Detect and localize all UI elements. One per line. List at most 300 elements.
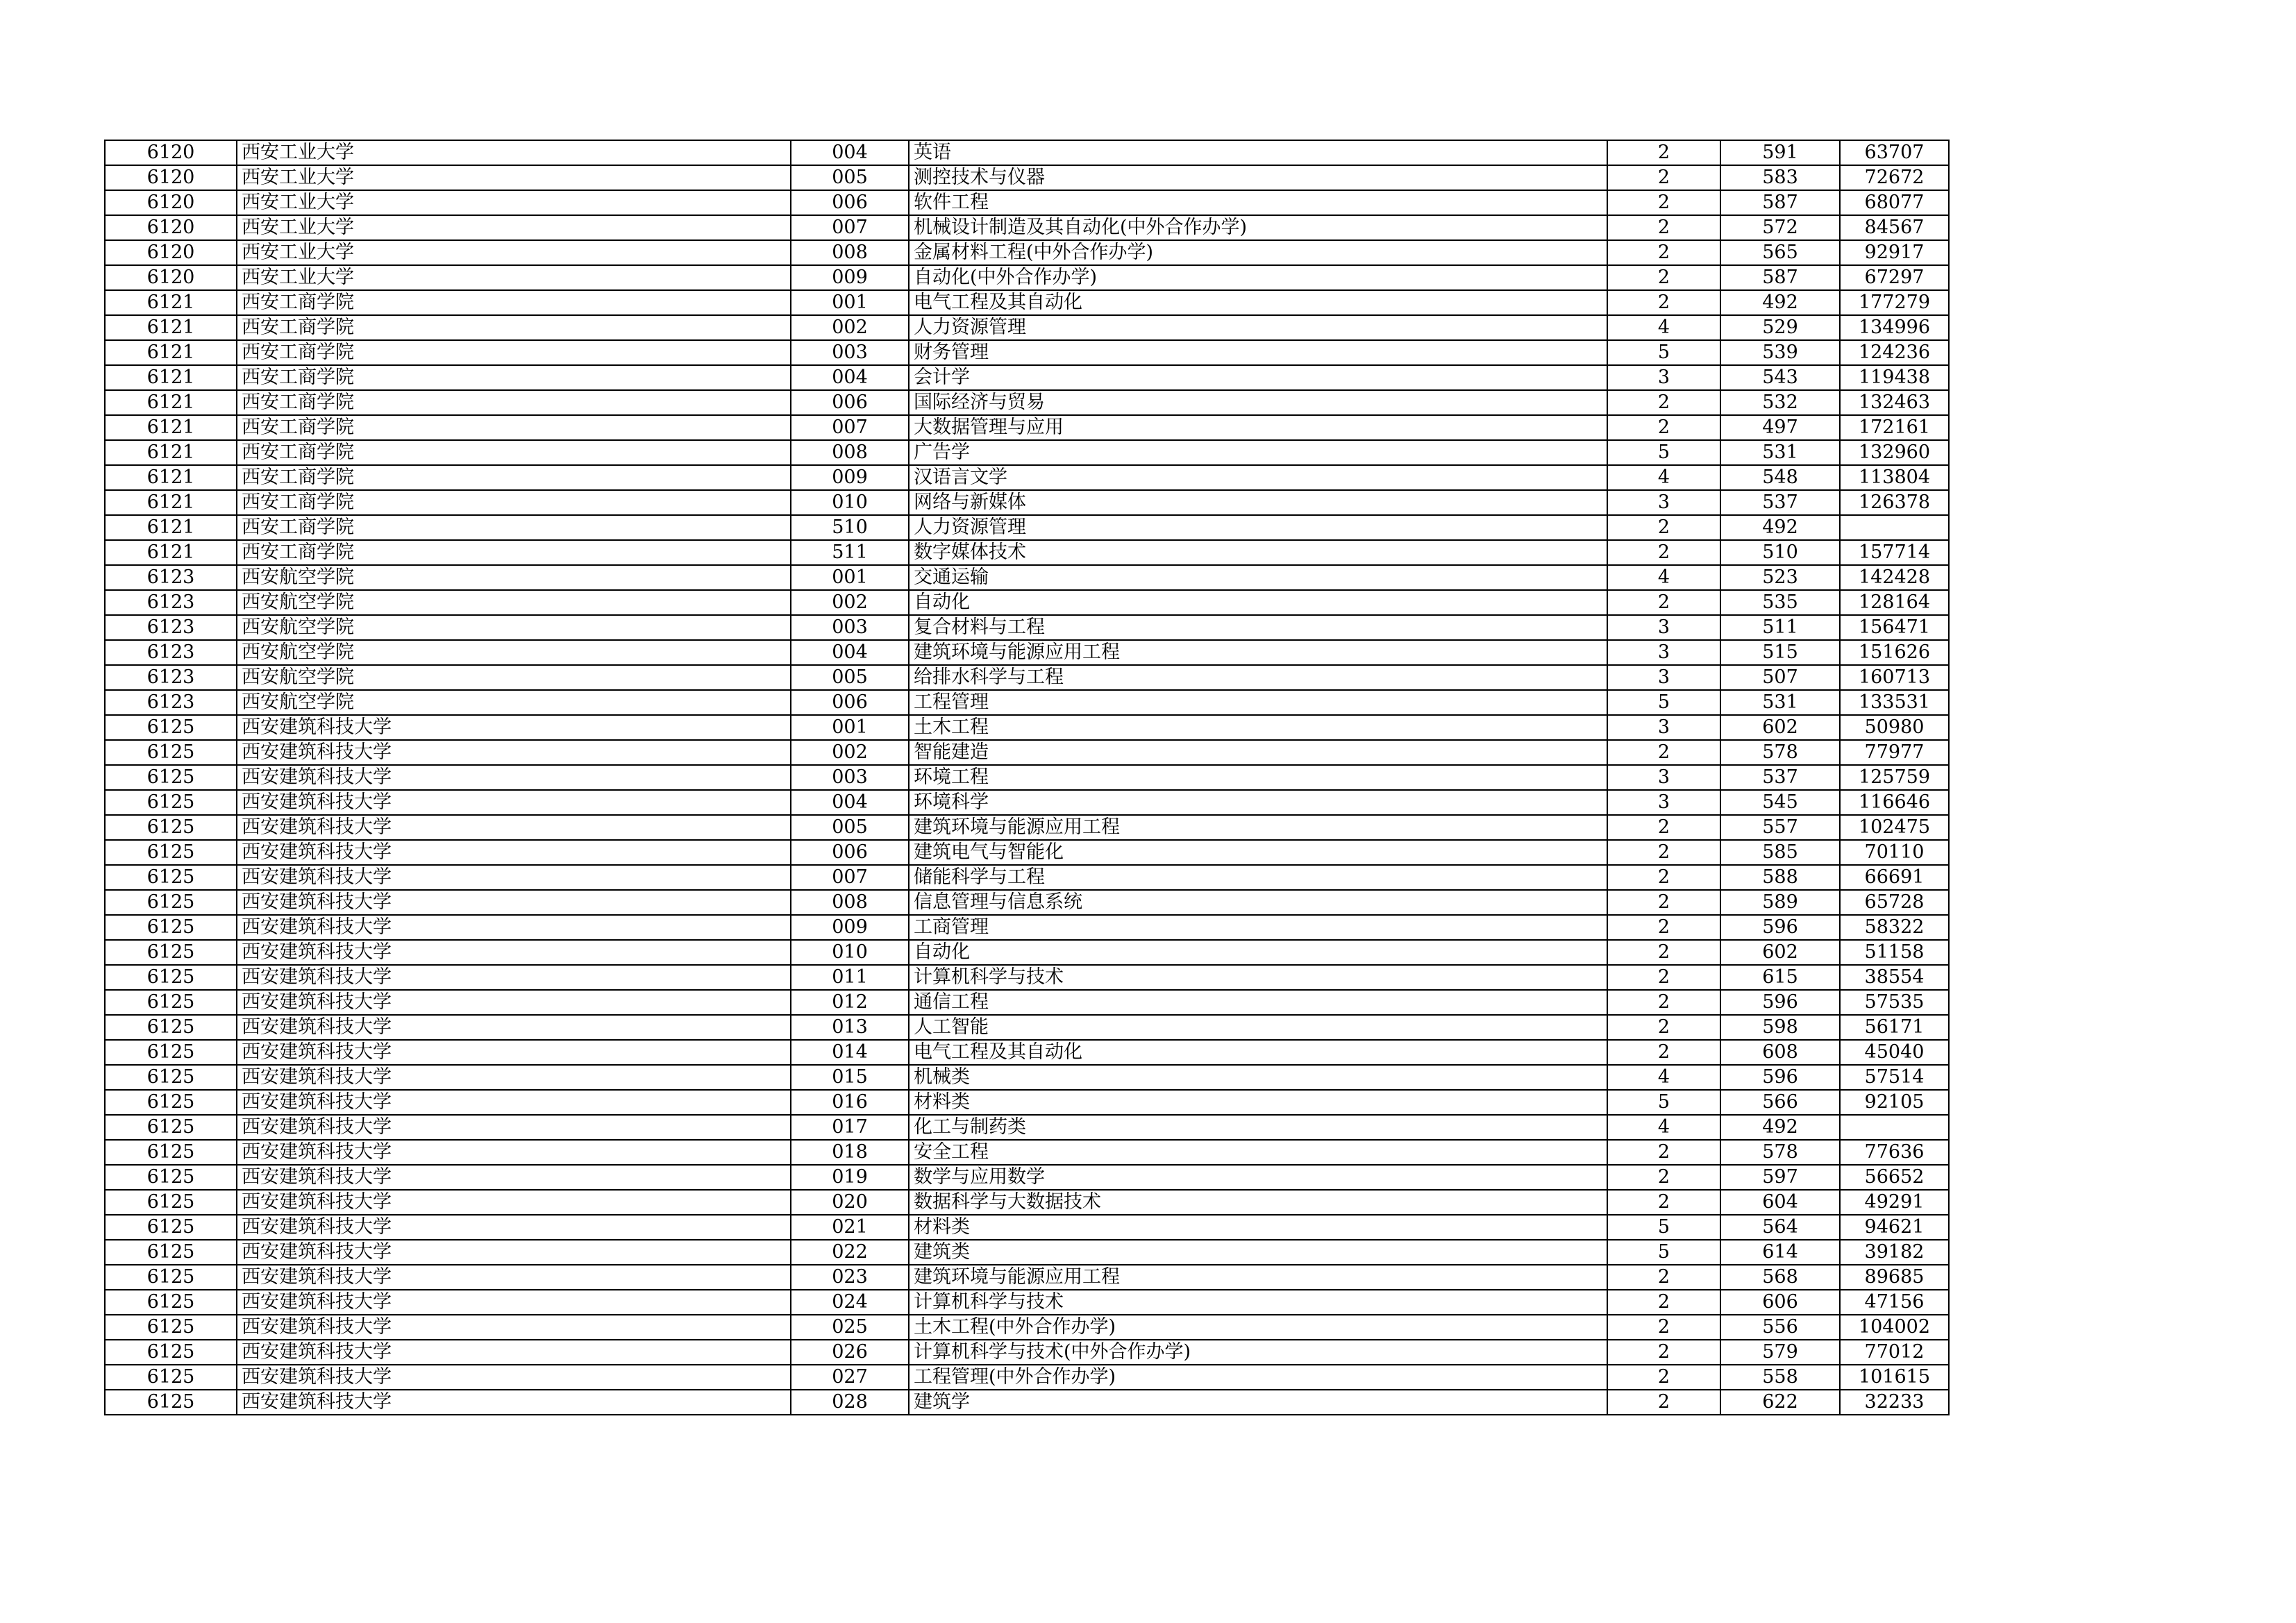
plan-count-cell: 5 [1607, 340, 1720, 365]
plan-count-cell: 5 [1607, 1240, 1720, 1265]
plan-count-cell: 3 [1607, 365, 1720, 390]
min-score-cell: 507 [1720, 665, 1840, 690]
school-name-cell: 西安建筑科技大学 [237, 815, 791, 840]
min-score-cell: 578 [1720, 1140, 1840, 1165]
major-code-cell: 002 [791, 315, 909, 340]
school-name-cell: 西安建筑科技大学 [237, 1290, 791, 1315]
major-name-cell: 国际经济与贸易 [909, 390, 1607, 415]
school-name-cell: 西安工业大学 [237, 215, 791, 240]
min-rank-cell: 113804 [1840, 465, 1949, 490]
major-code-cell: 020 [791, 1190, 909, 1215]
min-rank-cell: 50980 [1840, 715, 1949, 740]
major-code-cell: 007 [791, 865, 909, 890]
min-score-cell: 537 [1720, 765, 1840, 790]
min-score-cell: 587 [1720, 190, 1840, 215]
school-name-cell: 西安航空学院 [237, 565, 791, 590]
school-name-cell: 西安工商学院 [237, 390, 791, 415]
min-score-cell: 608 [1720, 1040, 1840, 1065]
major-code-cell: 005 [791, 165, 909, 190]
school-code-cell: 6125 [105, 1290, 237, 1315]
school-name-cell: 西安建筑科技大学 [237, 1115, 791, 1140]
major-code-cell: 003 [791, 615, 909, 640]
min-score-cell: 614 [1720, 1240, 1840, 1265]
major-name-cell: 测控技术与仪器 [909, 165, 1607, 190]
major-name-cell: 自动化 [909, 590, 1607, 615]
table-row [105, 390, 1949, 415]
min-score-cell: 556 [1720, 1315, 1840, 1340]
min-rank-cell: 160713 [1840, 665, 1949, 690]
major-code-cell: 008 [791, 440, 909, 465]
school-code-cell: 6121 [105, 365, 237, 390]
school-name-cell: 西安工商学院 [237, 415, 791, 440]
table-row [105, 340, 1949, 365]
min-rank-cell: 57514 [1840, 1065, 1949, 1090]
school-name-cell: 西安工业大学 [237, 240, 791, 265]
table-body [105, 140, 1949, 1415]
plan-count-cell: 3 [1607, 640, 1720, 665]
major-code-cell: 012 [791, 990, 909, 1015]
school-name-cell: 西安航空学院 [237, 615, 791, 640]
major-code-cell: 010 [791, 940, 909, 965]
min-score-cell: 535 [1720, 590, 1840, 615]
plan-count-cell: 2 [1607, 140, 1720, 165]
school-name-cell: 西安建筑科技大学 [237, 1215, 791, 1240]
major-code-cell: 003 [791, 765, 909, 790]
plan-count-cell: 2 [1607, 940, 1720, 965]
major-code-cell: 004 [791, 790, 909, 815]
school-name-cell: 西安建筑科技大学 [237, 1240, 791, 1265]
major-name-cell: 交通运输 [909, 565, 1607, 590]
min-rank-cell: 132463 [1840, 390, 1949, 415]
table-row [105, 1140, 1949, 1165]
plan-count-cell: 5 [1607, 690, 1720, 715]
min-rank-cell: 84567 [1840, 215, 1949, 240]
major-name-cell: 计算机科学与技术 [909, 1290, 1607, 1315]
min-score-cell: 510 [1720, 540, 1840, 565]
min-score-cell: 558 [1720, 1365, 1840, 1390]
school-code-cell: 6120 [105, 140, 237, 165]
min-score-cell: 564 [1720, 1215, 1840, 1240]
major-code-cell: 009 [791, 265, 909, 290]
plan-count-cell: 2 [1607, 190, 1720, 215]
major-name-cell: 自动化 [909, 940, 1607, 965]
school-name-cell: 西安工业大学 [237, 190, 791, 215]
min-rank-cell: 134996 [1840, 315, 1949, 340]
major-name-cell: 英语 [909, 140, 1607, 165]
table-row [105, 365, 1949, 390]
school-code-cell: 6125 [105, 765, 237, 790]
min-rank-cell: 70110 [1840, 840, 1949, 865]
min-rank-cell: 116646 [1840, 790, 1949, 815]
school-code-cell: 6125 [105, 840, 237, 865]
major-name-cell: 网络与新媒体 [909, 490, 1607, 515]
school-code-cell: 6121 [105, 465, 237, 490]
school-name-cell: 西安建筑科技大学 [237, 1365, 791, 1390]
table-row [105, 1290, 1949, 1315]
school-name-cell: 西安工商学院 [237, 440, 791, 465]
major-name-cell: 给排水科学与工程 [909, 665, 1607, 690]
min-rank-cell: 58322 [1840, 915, 1949, 940]
min-rank-cell: 72672 [1840, 165, 1949, 190]
min-rank-cell: 77636 [1840, 1140, 1949, 1165]
major-code-cell: 016 [791, 1090, 909, 1115]
plan-count-cell: 5 [1607, 1090, 1720, 1115]
school-code-cell: 6125 [105, 1265, 237, 1290]
school-code-cell: 6125 [105, 1115, 237, 1140]
plan-count-cell: 2 [1607, 1390, 1720, 1415]
school-code-cell: 6125 [105, 715, 237, 740]
min-score-cell: 583 [1720, 165, 1840, 190]
school-code-cell: 6125 [105, 915, 237, 940]
school-name-cell: 西安建筑科技大学 [237, 865, 791, 890]
table-row [105, 715, 1949, 740]
school-code-cell: 6125 [105, 965, 237, 990]
min-score-cell: 497 [1720, 415, 1840, 440]
major-name-cell: 人力资源管理 [909, 315, 1607, 340]
min-score-cell: 578 [1720, 740, 1840, 765]
school-code-cell: 6125 [105, 865, 237, 890]
school-name-cell: 西安建筑科技大学 [237, 1340, 791, 1365]
table-row [105, 790, 1949, 815]
min-rank-cell: 151626 [1840, 640, 1949, 665]
min-score-cell: 566 [1720, 1090, 1840, 1115]
school-code-cell: 6121 [105, 490, 237, 515]
min-score-cell: 591 [1720, 140, 1840, 165]
major-name-cell: 会计学 [909, 365, 1607, 390]
table-row [105, 240, 1949, 265]
min-score-cell: 492 [1720, 1115, 1840, 1140]
school-name-cell: 西安建筑科技大学 [237, 1090, 791, 1115]
table-row [105, 990, 1949, 1015]
school-name-cell: 西安建筑科技大学 [237, 840, 791, 865]
major-code-cell: 014 [791, 1040, 909, 1065]
table-row [105, 965, 1949, 990]
plan-count-cell: 2 [1607, 865, 1720, 890]
major-code-cell: 017 [791, 1115, 909, 1140]
min-rank-cell: 45040 [1840, 1040, 1949, 1065]
min-score-cell: 572 [1720, 215, 1840, 240]
table-row [105, 540, 1949, 565]
school-name-cell: 西安建筑科技大学 [237, 765, 791, 790]
school-code-cell: 6123 [105, 590, 237, 615]
school-code-cell: 6120 [105, 190, 237, 215]
min-score-cell: 548 [1720, 465, 1840, 490]
min-rank-cell: 133531 [1840, 690, 1949, 715]
plan-count-cell: 2 [1607, 390, 1720, 415]
school-code-cell: 6125 [105, 1090, 237, 1115]
major-name-cell: 建筑类 [909, 1240, 1607, 1265]
major-code-cell: 010 [791, 490, 909, 515]
table-row [105, 215, 1949, 240]
school-code-cell: 6125 [105, 1015, 237, 1040]
min-score-cell: 596 [1720, 915, 1840, 940]
min-rank-cell: 56171 [1840, 1015, 1949, 1040]
plan-count-cell: 4 [1607, 565, 1720, 590]
table-row [105, 740, 1949, 765]
school-name-cell: 西安建筑科技大学 [237, 1065, 791, 1090]
table-row [105, 765, 1949, 790]
table-row [105, 1315, 1949, 1340]
major-name-cell: 储能科学与工程 [909, 865, 1607, 890]
major-name-cell: 机械设计制造及其自动化(中外合作办学) [909, 215, 1607, 240]
table-row [105, 190, 1949, 215]
major-code-cell: 004 [791, 640, 909, 665]
major-name-cell: 汉语言文学 [909, 465, 1607, 490]
major-code-cell: 027 [791, 1365, 909, 1390]
school-code-cell: 6121 [105, 315, 237, 340]
school-code-cell: 6125 [105, 1140, 237, 1165]
plan-count-cell: 5 [1607, 1215, 1720, 1240]
major-code-cell: 025 [791, 1315, 909, 1340]
plan-count-cell: 2 [1607, 890, 1720, 915]
plan-count-cell: 3 [1607, 665, 1720, 690]
major-name-cell: 建筑环境与能源应用工程 [909, 1265, 1607, 1290]
table-row [105, 690, 1949, 715]
plan-count-cell: 2 [1607, 540, 1720, 565]
school-name-cell: 西安建筑科技大学 [237, 1265, 791, 1290]
major-name-cell: 电气工程及其自动化 [909, 290, 1607, 315]
table-row [105, 1165, 1949, 1190]
major-code-cell: 007 [791, 415, 909, 440]
school-code-cell: 6125 [105, 1390, 237, 1415]
min-score-cell: 529 [1720, 315, 1840, 340]
school-code-cell: 6121 [105, 415, 237, 440]
school-name-cell: 西安建筑科技大学 [237, 990, 791, 1015]
major-name-cell: 人工智能 [909, 1015, 1607, 1040]
school-code-cell: 6125 [105, 990, 237, 1015]
min-score-cell: 598 [1720, 1015, 1840, 1040]
min-rank-cell: 142428 [1840, 565, 1949, 590]
major-name-cell: 数学与应用数学 [909, 1165, 1607, 1190]
min-rank-cell: 177279 [1840, 290, 1949, 315]
min-score-cell: 602 [1720, 715, 1840, 740]
major-code-cell: 001 [791, 715, 909, 740]
plan-count-cell: 2 [1607, 1165, 1720, 1190]
table-row [105, 1190, 1949, 1215]
plan-count-cell: 2 [1607, 990, 1720, 1015]
school-name-cell: 西安建筑科技大学 [237, 1190, 791, 1215]
school-code-cell: 6121 [105, 540, 237, 565]
min-score-cell: 511 [1720, 615, 1840, 640]
min-rank-cell: 77977 [1840, 740, 1949, 765]
min-score-cell: 622 [1720, 1390, 1840, 1415]
table-row [105, 415, 1949, 440]
school-name-cell: 西安建筑科技大学 [237, 790, 791, 815]
min-score-cell: 596 [1720, 990, 1840, 1015]
school-name-cell: 西安建筑科技大学 [237, 715, 791, 740]
min-score-cell: 531 [1720, 690, 1840, 715]
plan-count-cell: 3 [1607, 615, 1720, 640]
table-row [105, 140, 1949, 165]
min-rank-cell: 157714 [1840, 540, 1949, 565]
school-name-cell: 西安建筑科技大学 [237, 1040, 791, 1065]
major-name-cell: 建筑环境与能源应用工程 [909, 640, 1607, 665]
min-rank-cell: 101615 [1840, 1365, 1949, 1390]
min-rank-cell: 156471 [1840, 615, 1949, 640]
major-code-cell: 005 [791, 665, 909, 690]
major-name-cell: 通信工程 [909, 990, 1607, 1015]
min-score-cell: 557 [1720, 815, 1840, 840]
school-name-cell: 西安建筑科技大学 [237, 1315, 791, 1340]
school-name-cell: 西安工商学院 [237, 490, 791, 515]
plan-count-cell: 2 [1607, 1340, 1720, 1365]
table-row [105, 1365, 1949, 1390]
plan-count-cell: 2 [1607, 1290, 1720, 1315]
major-code-cell: 511 [791, 540, 909, 565]
admission-table [104, 140, 1950, 1415]
major-code-cell: 005 [791, 815, 909, 840]
major-code-cell: 021 [791, 1215, 909, 1240]
major-name-cell: 工商管理 [909, 915, 1607, 940]
min-rank-cell: 172161 [1840, 415, 1949, 440]
school-name-cell: 西安工商学院 [237, 365, 791, 390]
school-name-cell: 西安建筑科技大学 [237, 740, 791, 765]
school-name-cell: 西安航空学院 [237, 590, 791, 615]
school-name-cell: 西安建筑科技大学 [237, 1390, 791, 1415]
min-score-cell: 604 [1720, 1190, 1840, 1215]
major-name-cell: 计算机科学与技术(中外合作办学) [909, 1340, 1607, 1365]
plan-count-cell: 2 [1607, 1140, 1720, 1165]
min-score-cell: 543 [1720, 365, 1840, 390]
major-name-cell: 信息管理与信息系统 [909, 890, 1607, 915]
school-name-cell: 西安工商学院 [237, 340, 791, 365]
min-score-cell: 602 [1720, 940, 1840, 965]
min-rank-cell: 66691 [1840, 865, 1949, 890]
major-name-cell: 复合材料与工程 [909, 615, 1607, 640]
plan-count-cell: 4 [1607, 315, 1720, 340]
major-code-cell: 004 [791, 365, 909, 390]
min-score-cell: 597 [1720, 1165, 1840, 1190]
major-name-cell: 环境工程 [909, 765, 1607, 790]
school-code-cell: 6121 [105, 440, 237, 465]
plan-count-cell: 4 [1607, 1065, 1720, 1090]
min-rank-cell: 56652 [1840, 1165, 1949, 1190]
school-code-cell: 6125 [105, 1365, 237, 1390]
table-row [105, 1215, 1949, 1240]
min-score-cell: 492 [1720, 515, 1840, 540]
school-code-cell: 6125 [105, 940, 237, 965]
major-name-cell: 广告学 [909, 440, 1607, 465]
plan-count-cell: 2 [1607, 1265, 1720, 1290]
min-rank-cell: 39182 [1840, 1240, 1949, 1265]
plan-count-cell: 2 [1607, 515, 1720, 540]
min-score-cell: 532 [1720, 390, 1840, 415]
table-row [105, 165, 1949, 190]
plan-count-cell: 2 [1607, 165, 1720, 190]
min-score-cell: 568 [1720, 1265, 1840, 1290]
min-score-cell: 589 [1720, 890, 1840, 915]
major-code-cell: 003 [791, 340, 909, 365]
major-name-cell: 建筑学 [909, 1390, 1607, 1415]
min-rank-cell: 57535 [1840, 990, 1949, 1015]
min-score-cell: 585 [1720, 840, 1840, 865]
table-row [105, 465, 1949, 490]
min-rank-cell: 125759 [1840, 765, 1949, 790]
table-row [105, 315, 1949, 340]
plan-count-cell: 4 [1607, 465, 1720, 490]
school-name-cell: 西安工业大学 [237, 140, 791, 165]
school-code-cell: 6125 [105, 1190, 237, 1215]
school-name-cell: 西安建筑科技大学 [237, 1165, 791, 1190]
min-rank-cell [1840, 1115, 1949, 1140]
table-row [105, 1065, 1949, 1090]
min-rank-cell: 128164 [1840, 590, 1949, 615]
plan-count-cell: 2 [1607, 840, 1720, 865]
major-code-cell: 006 [791, 690, 909, 715]
table-row [105, 290, 1949, 315]
major-name-cell: 材料类 [909, 1090, 1607, 1115]
table-row [105, 1390, 1949, 1415]
school-code-cell: 6125 [105, 1040, 237, 1065]
plan-count-cell: 2 [1607, 265, 1720, 290]
min-score-cell: 587 [1720, 265, 1840, 290]
major-code-cell: 022 [791, 1240, 909, 1265]
table-row [105, 1340, 1949, 1365]
major-code-cell: 007 [791, 215, 909, 240]
table-row [105, 890, 1949, 915]
major-code-cell: 002 [791, 590, 909, 615]
plan-count-cell: 2 [1607, 1015, 1720, 1040]
school-name-cell: 西安工商学院 [237, 290, 791, 315]
major-name-cell: 人力资源管理 [909, 515, 1607, 540]
school-name-cell: 西安建筑科技大学 [237, 890, 791, 915]
school-code-cell: 6125 [105, 1240, 237, 1265]
min-rank-cell: 47156 [1840, 1290, 1949, 1315]
min-rank-cell: 65728 [1840, 890, 1949, 915]
plan-count-cell: 2 [1607, 965, 1720, 990]
major-name-cell: 工程管理 [909, 690, 1607, 715]
table-row [105, 1265, 1949, 1290]
table-row [105, 590, 1949, 615]
major-code-cell: 011 [791, 965, 909, 990]
plan-count-cell: 2 [1607, 1315, 1720, 1340]
major-code-cell: 009 [791, 915, 909, 940]
table-row [105, 1240, 1949, 1265]
major-name-cell: 化工与制药类 [909, 1115, 1607, 1140]
table-row [105, 940, 1949, 965]
plan-count-cell: 3 [1607, 715, 1720, 740]
school-code-cell: 6123 [105, 690, 237, 715]
major-code-cell: 001 [791, 565, 909, 590]
major-name-cell: 大数据管理与应用 [909, 415, 1607, 440]
major-name-cell: 机械类 [909, 1065, 1607, 1090]
major-name-cell: 自动化(中外合作办学) [909, 265, 1607, 290]
major-name-cell: 电气工程及其自动化 [909, 1040, 1607, 1065]
table-row [105, 265, 1949, 290]
min-rank-cell: 92105 [1840, 1090, 1949, 1115]
major-code-cell: 002 [791, 740, 909, 765]
plan-count-cell: 2 [1607, 590, 1720, 615]
major-code-cell: 024 [791, 1290, 909, 1315]
major-code-cell: 004 [791, 140, 909, 165]
major-name-cell: 土木工程 [909, 715, 1607, 740]
school-code-cell: 6125 [105, 740, 237, 765]
major-code-cell: 028 [791, 1390, 909, 1415]
major-name-cell: 建筑电气与智能化 [909, 840, 1607, 865]
plan-count-cell: 2 [1607, 215, 1720, 240]
major-code-cell: 006 [791, 190, 909, 215]
min-rank-cell: 124236 [1840, 340, 1949, 365]
major-name-cell: 数字媒体技术 [909, 540, 1607, 565]
school-name-cell: 西安工商学院 [237, 315, 791, 340]
school-code-cell: 6121 [105, 290, 237, 315]
major-name-cell: 安全工程 [909, 1140, 1607, 1165]
school-code-cell: 6121 [105, 390, 237, 415]
school-code-cell: 6125 [105, 890, 237, 915]
plan-count-cell: 3 [1607, 765, 1720, 790]
table-row [105, 865, 1949, 890]
table-row [105, 815, 1949, 840]
